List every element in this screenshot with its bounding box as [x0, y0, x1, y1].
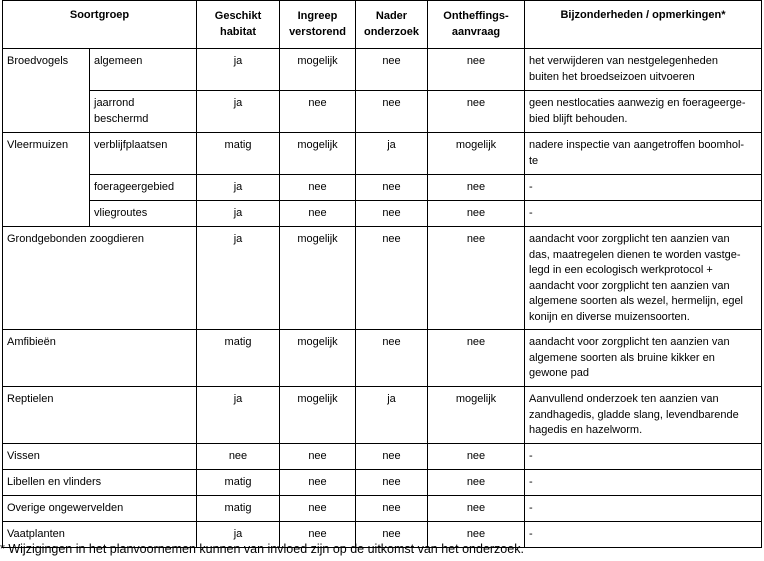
table-row: [3, 227, 762, 330]
table-row: [3, 470, 762, 496]
group-cell: Broedvogels: [3, 49, 90, 133]
ingreep-cell: nee: [280, 175, 356, 201]
group-cell: Vleermuizen: [3, 133, 90, 227]
table-row: [3, 496, 762, 522]
ontheffing-cell: nee: [428, 444, 525, 470]
habitat-cell: ja: [197, 175, 280, 201]
header-bijzonderheden: Bijzonderheden / opmerkingen*: [525, 1, 762, 49]
header-soortgroep: Soortgroep: [3, 1, 197, 49]
ontheffing-cell: mogelijk: [428, 133, 525, 175]
table-row: [3, 201, 762, 227]
remark-cell: -: [525, 201, 762, 227]
header-nader-onderzoek: Nader onderzoek: [356, 1, 428, 49]
table-row: [3, 175, 762, 201]
group-cell: Vissen: [3, 444, 197, 470]
habitat-cell: ja: [197, 227, 280, 330]
nader-cell: nee: [356, 522, 428, 548]
ingreep-cell: mogelijk: [280, 49, 356, 91]
ingreep-cell: mogelijk: [280, 133, 356, 175]
nader-cell: nee: [356, 91, 428, 133]
remark-cell: het verwijderen van nestgelegenheden buiten het broedseizoen uitvoeren: [525, 49, 762, 91]
subgroup-cell: foerageergebied: [90, 175, 197, 201]
species-table: [2, 0, 762, 548]
remark-cell: aandacht voor zorgplicht ten aanzien van algemene soorten als bruine kikker en gewone pad: [525, 330, 762, 387]
habitat-cell: ja: [197, 387, 280, 444]
group-cell: Reptielen: [3, 387, 197, 444]
subgroup-cell: algemeen: [90, 49, 197, 91]
table-row: [3, 330, 762, 387]
remark-cell: aandacht voor zorgplicht ten aanzien van das, maatregelen dienen te worden vastge- legd in een ecologisch werkprotocol + aandacht voor zorgplicht ten aanzien van algemene soorten als wezel, hermelijn, egel konijn en diverse muizensoorten.: [525, 227, 762, 330]
footnote: * Wijzigingen in het planvoornemen kunnen van invloed zijn op de uitkomst van het onderzoek.: [0, 542, 524, 556]
nader-cell: ja: [356, 133, 428, 175]
table-row: [3, 49, 762, 91]
subgroup-cell: verblijfplaatsen: [90, 133, 197, 175]
habitat-cell: matig: [197, 133, 280, 175]
habitat-cell: matig: [197, 496, 280, 522]
ingreep-cell: nee: [280, 444, 356, 470]
ingreep-cell: nee: [280, 91, 356, 133]
ingreep-cell: nee: [280, 496, 356, 522]
ingreep-cell: mogelijk: [280, 387, 356, 444]
nader-cell: ja: [356, 387, 428, 444]
group-cell: Vaatplanten: [3, 522, 197, 548]
habitat-cell: ja: [197, 91, 280, 133]
group-cell: Grondgebonden zoogdieren: [3, 227, 197, 330]
table-row: [3, 444, 762, 470]
habitat-cell: ja: [197, 522, 280, 548]
habitat-cell: nee: [197, 444, 280, 470]
habitat-cell: matig: [197, 470, 280, 496]
ontheffing-cell: nee: [428, 330, 525, 387]
ontheffing-cell: nee: [428, 522, 525, 548]
ontheffing-cell: nee: [428, 470, 525, 496]
nader-cell: nee: [356, 470, 428, 496]
ontheffing-cell: nee: [428, 175, 525, 201]
group-cell: Amfibieën: [3, 330, 197, 387]
header-ingreep-verstorend: Ingreep verstorend: [280, 1, 356, 49]
ontheffing-cell: nee: [428, 49, 525, 91]
ingreep-cell: nee: [280, 201, 356, 227]
table-row: [3, 387, 762, 444]
group-cell: Libellen en vlinders: [3, 470, 197, 496]
ingreep-cell: nee: [280, 522, 356, 548]
remark-cell: nadere inspectie van aangetroffen boomhol- te: [525, 133, 762, 175]
nader-cell: nee: [356, 496, 428, 522]
ingreep-cell: nee: [280, 470, 356, 496]
subgroup-cell: jaarrond beschermd: [90, 91, 197, 133]
ontheffing-cell: nee: [428, 201, 525, 227]
ontheffing-cell: nee: [428, 496, 525, 522]
remark-cell: -: [525, 470, 762, 496]
remark-cell: -: [525, 175, 762, 201]
table-row: [3, 133, 762, 175]
nader-cell: nee: [356, 227, 428, 330]
nader-cell: nee: [356, 330, 428, 387]
group-cell: Overige ongewervelden: [3, 496, 197, 522]
nader-cell: nee: [356, 49, 428, 91]
table-header-row: [3, 1, 762, 49]
table-row: [3, 91, 762, 133]
ontheffing-cell: nee: [428, 91, 525, 133]
remark-cell: -: [525, 496, 762, 522]
remark-cell: -: [525, 522, 762, 548]
subgroup-cell: vliegroutes: [90, 201, 197, 227]
header-ontheffingsaanvraag: Ontheffings- aanvraag: [428, 1, 525, 49]
ingreep-cell: mogelijk: [280, 330, 356, 387]
ingreep-cell: mogelijk: [280, 227, 356, 330]
habitat-cell: ja: [197, 49, 280, 91]
header-geschikt-habitat: Geschikt habitat: [197, 1, 280, 49]
habitat-cell: matig: [197, 330, 280, 387]
nader-cell: nee: [356, 201, 428, 227]
nader-cell: nee: [356, 175, 428, 201]
ontheffing-cell: mogelijk: [428, 387, 525, 444]
nader-cell: nee: [356, 444, 428, 470]
remark-cell: Aanvullend onderzoek ten aanzien van zandhagedis, gladde slang, levendbarende hagedis en hazelworm.: [525, 387, 762, 444]
habitat-cell: ja: [197, 201, 280, 227]
ontheffing-cell: nee: [428, 227, 525, 330]
remark-cell: geen nestlocaties aanwezig en foerageerge- bied blijft behouden.: [525, 91, 762, 133]
remark-cell: -: [525, 444, 762, 470]
